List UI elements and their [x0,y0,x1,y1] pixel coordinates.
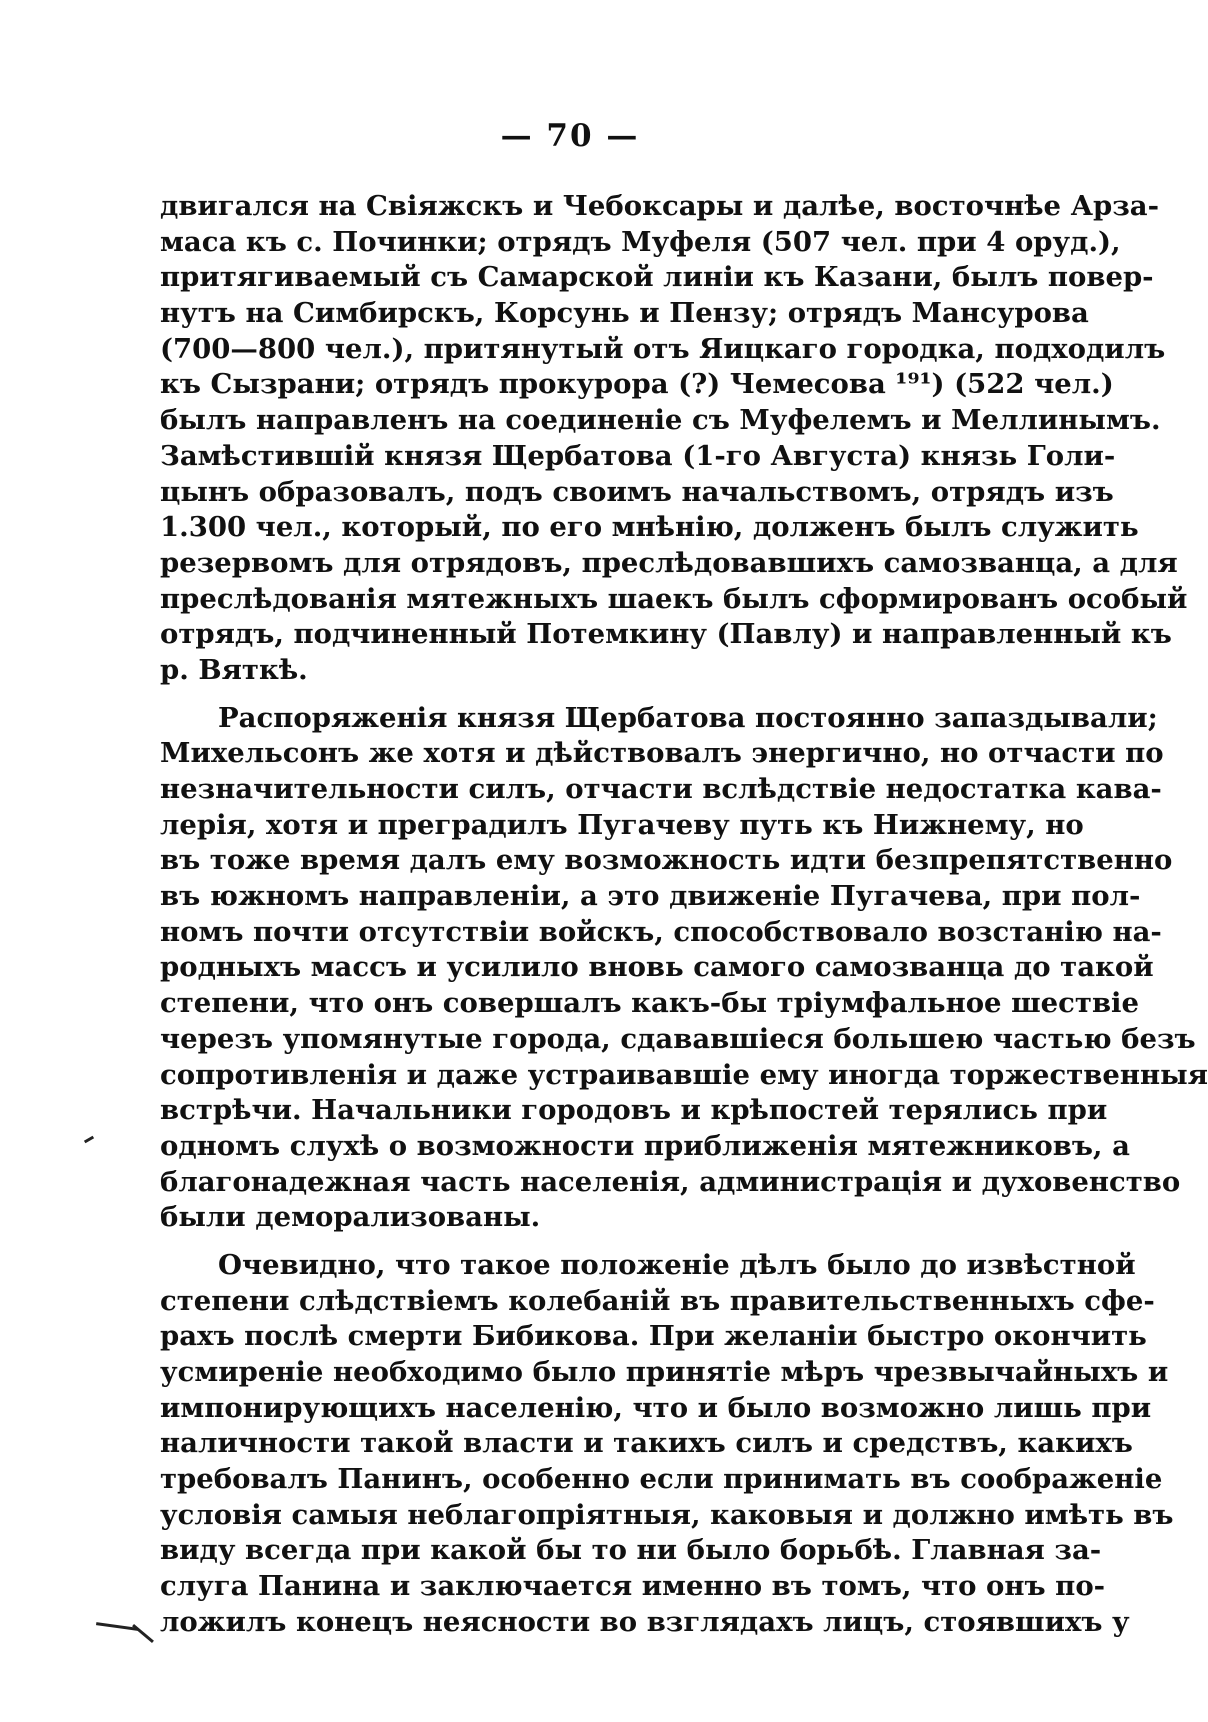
text-line: виду всегда при какой бы то ни было борьбѣ. Главная за- [160,1534,1102,1567]
text-line: цынъ образовалъ, подъ своимъ начальствомъ, отрядъ изъ [160,475,1114,508]
text-line: незначительности силъ, отчасти вслѣдствіе недостатка кава- [160,773,1162,805]
text-line: двигался на Свіяжскъ и Чебоксары и далѣе, восточнѣе Арза- [160,190,1160,222]
text-line: притягиваемый съ Самарской линіи къ Казани, былъ повер- [160,261,1154,294]
text-line: нутъ на Симбирскъ, Корсунь и Пензу; отрядъ Мансурова [160,297,1089,330]
text-line: наличности такой власти и такихъ силъ и средствъ, какихъ [160,1427,1133,1460]
text-line: рахъ послѣ смерти Бибикова. При желаніи быстро окончить [160,1320,1147,1353]
text-line: были деморализованы. [160,1201,541,1234]
text-line: усмиреніе необходимо было принятіе мѣръ чрезвычайныхъ и [160,1356,1169,1388]
body-text [160,189,1208,1641]
text-line: въ южномъ направленіи, а это движеніе Пугачева, при пол- [160,880,1141,913]
text-line: лерія, хотя и преградилъ Пугачеву путь къ Нижнему, но [160,808,1084,841]
text-line: Распоряженія князя Щербатова постоянно запаздывали; [218,701,1158,734]
scan-mark [132,1624,154,1643]
text-line: ложилъ конецъ неясности во взглядахъ лицъ, стоявшихъ у [160,1605,1130,1638]
text-line: Замѣстившій князя Щербатова (1-го Августа) князь Голи- [160,439,1116,472]
text-line: благонадежная часть населенія, администрація и духовенство [160,1165,1181,1198]
text-line: р. Вяткѣ. [160,653,308,686]
text-line: Михельсонъ же хотя и дѣйствовалъ энергично, но отчасти по [160,737,1164,770]
text-line: встрѣчи. Начальники городовъ и крѣпостей терялись при [160,1094,1108,1127]
text-line: маса къ с. Починки; отрядъ Муфеля (507 чел. при 4 оруд.), [160,225,1121,258]
text-line: черезъ упомянутые города, сдававшіеся большею частью безъ [160,1022,1196,1055]
text-line: (700—800 чел.), притянутый отъ Яицкаго городка, подходилъ [160,332,1166,365]
text-line: въ тоже время далъ ему возможность идти безпрепятственно [160,844,1173,877]
text-line: отрядъ, подчиненный Потемкину (Павлу) и направленный къ [160,618,1172,651]
scan-mark [84,1136,94,1144]
text-line: условія самыя неблагопріятныя, каковыя и должно имѣть въ [160,1498,1174,1531]
text-line: родныхъ массъ и усилило вновь самого самозванца до такой [160,951,1154,984]
paragraph-1 [160,189,1188,689]
text-line: импонирующихъ населенію, что и было возможно лишь при [160,1391,1152,1424]
text-line: преслѣдованія мятежныхъ шаекъ былъ сформированъ особый [160,582,1188,615]
text-line: степени, что онъ совершалъ какъ-бы тріумфальное шествіе [160,987,1139,1020]
paragraph-2 [160,701,1208,1236]
text-line: къ Сызрани; отрядъ прокурора (?) Чемесова ¹⁹¹) (522 чел.) [160,368,1114,401]
text-line: одномъ слухѣ о возможности приближенія мятежниковъ, а [160,1129,1130,1162]
text-line: 1.300 чел., который, по его мнѣнію, долженъ былъ служить [160,511,1139,544]
text-line: былъ направленъ на соединеніе съ Муфелемъ и Меллинымъ. [160,404,1161,437]
text-line: слуга Панина и заключается именно въ томъ, что онъ по- [160,1570,1106,1603]
page-number: — 70 — [500,118,640,154]
text-line: сопротивленія и даже устраивавшіе ему иногда торжественныя [160,1058,1208,1091]
text-line: степени слѣдствіемъ колебаній въ правительственныхъ сфе- [160,1284,1155,1317]
text-line: требовалъ Панинъ, особенно если принимать въ соображеніе [160,1463,1163,1496]
paragraph-3 [160,1248,1174,1641]
text-line: резервомъ для отрядовъ, преслѣдовавшихъ самозванца, а для [160,546,1178,579]
text-line: Очевидно, что такое положеніе дѣлъ было до извѣстной [218,1248,1136,1281]
text-line: номъ почти отсутствіи войскъ, способствовало возстанію на- [160,915,1162,948]
